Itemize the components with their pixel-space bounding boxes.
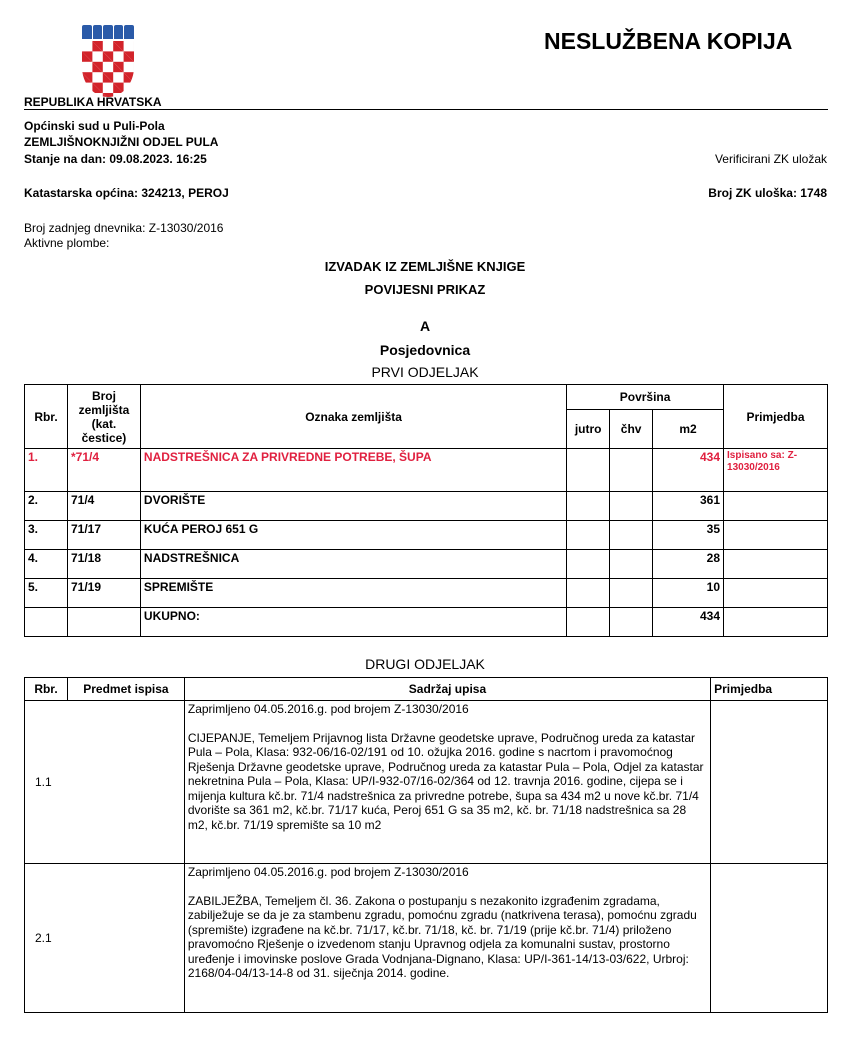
total-m2: 434 bbox=[653, 608, 724, 637]
section-letter: A bbox=[419, 318, 431, 334]
col-jutro: jutro bbox=[567, 410, 610, 449]
last-diary: Broj zadnjeg dnevnika: Z-13030/2016 bbox=[24, 221, 224, 235]
part1-title: PRVI ODJELJAK bbox=[371, 364, 479, 380]
entry-rbr: 1.1 bbox=[25, 701, 185, 864]
row-rbr: 3. bbox=[25, 521, 68, 550]
col-rbr: Rbr. bbox=[25, 678, 68, 701]
verified-label: Verificirani ZK uložak bbox=[714, 152, 827, 166]
col-area: Površina bbox=[567, 385, 724, 410]
coat-of-arms-icon bbox=[82, 25, 134, 97]
entry-received: Zaprimljeno 04.05.2016.g. pod brojem Z-13030/2016 bbox=[187, 702, 469, 716]
row-m2: 28 bbox=[653, 550, 724, 579]
parcels-table bbox=[24, 384, 828, 637]
entry-text: CIJEPANJE, Temeljem Prijavnog lista Državne geodetske uprave, Područnog ureda za katastar Pula – Pola, Klasa: 932-06/16-02/191 od 10. ožujka 2016. godine s nacrtom i pravomoćnog Rješenja Državne geodetske uprave, Područnog ureda za katastar Pula – Pola, Odjel za katastar nekretnina Pula – Pola, Klasa: UP/I-932-07/16-02/364 od 12. travnja 2016. godine, cijepa se i mijenja kultura kč.br. 71/4 nadstrešnica za privredne potrebe, šupa sa 434 m2 u nove kč.br. 71/4 dvorište sa 361 m2, kč.br. 71/17 kuća, Peroj 651 G sa 35 m2, kč. br. 71/18 nadstrešnica sa 28 m2, kč.br. 71/19 spremište sa 10 m2 bbox=[187, 730, 704, 832]
document-subtitle: POVIJESNI PRIKAZ bbox=[364, 282, 486, 297]
col-content: Sadržaj upisa bbox=[184, 678, 710, 701]
row-designation: NADSTREŠNICA bbox=[140, 550, 566, 579]
header-divider bbox=[24, 109, 828, 110]
row-m2: 10 bbox=[653, 579, 724, 608]
entry-rbr: 2.1 bbox=[25, 864, 185, 1013]
row-parcel: 71/18 bbox=[67, 550, 140, 579]
part2-title: DRUGI ODJELJAK bbox=[365, 656, 485, 672]
col-land-designation: Oznaka zemljišta bbox=[140, 385, 566, 449]
cadastral-municipality: Katastarska općina: 324213, PEROJ bbox=[24, 186, 229, 200]
col-m2: m2 bbox=[653, 410, 724, 449]
row-rbr: 2. bbox=[25, 492, 68, 521]
col-parcel-number: Broj zemljišta (kat. čestice) bbox=[67, 385, 140, 449]
entries-table bbox=[24, 677, 828, 1013]
row-designation: SPREMIŠTE bbox=[140, 579, 566, 608]
unofficial-copy-stamp: NESLUŽBENA KOPIJA bbox=[544, 28, 793, 54]
zk-number: Broj ZK uloška: 1748 bbox=[708, 186, 827, 200]
row-parcel: 71/17 bbox=[67, 521, 140, 550]
row-m2: 434 bbox=[653, 449, 724, 492]
table-row bbox=[25, 701, 828, 864]
row-parcel: *71/4 bbox=[67, 449, 140, 492]
table-total-row bbox=[25, 608, 828, 637]
table-row bbox=[25, 579, 828, 608]
col-remark: Primjedba bbox=[724, 385, 828, 449]
row-m2: 35 bbox=[653, 521, 724, 550]
row-rbr: 4. bbox=[25, 550, 68, 579]
table-row bbox=[25, 864, 828, 1013]
row-parcel: 71/19 bbox=[67, 579, 140, 608]
table-row bbox=[25, 492, 828, 521]
col-remark: Primjedba bbox=[711, 678, 828, 701]
row-designation: NADSTREŠNICA ZA PRIVREDNE POTREBE, ŠUPA bbox=[140, 449, 566, 492]
court-name: Općinski sud u Puli-Pola bbox=[24, 119, 165, 133]
table-row bbox=[25, 449, 828, 492]
entry-content bbox=[184, 701, 710, 864]
section-name: Posjedovnica bbox=[379, 342, 471, 358]
col-subject: Predmet ispisa bbox=[67, 678, 184, 701]
entry-text: ZABILJEŽBA, Temeljem čl. 36. Zakona o postupanju s nezakonito izgrađenim zgradama, zabilježuje se da je za stambenu zgradu, pomoćnu zgradu (natkrivena terasa), pomoćnu zgradu (spremište) izgrađene na kč.br. 71/17, kč.br. 71/18, kč. br. 71/19 (prije kč.br. 71/4) priloženo pravomoćno Rješenje o izvedenom stanju Upravnog odjela za komunalni sustav, prostorno uređenje i imovinske poslove Grada Vodnjana-Dignano, Klasa: UP/I-361-14/13-03/622, Urbroj: 2168/04-04/13-14-8 od 31. siječnja 2014. godine. bbox=[187, 893, 697, 980]
row-rbr: 1. bbox=[25, 449, 68, 492]
col-chv: čhv bbox=[610, 410, 653, 449]
active-seals: Aktivne plombe: bbox=[24, 236, 110, 250]
table-row bbox=[25, 521, 828, 550]
row-remark: Ispisano sa: Z-13030/2016 bbox=[724, 449, 828, 492]
total-label: UKUPNO: bbox=[140, 608, 566, 637]
status-date: Stanje na dan: 09.08.2023. 16:25 bbox=[24, 152, 207, 166]
country-name: REPUBLIKA HRVATSKA bbox=[24, 95, 162, 109]
row-designation: DVORIŠTE bbox=[140, 492, 566, 521]
entry-received: Zaprimljeno 04.05.2016.g. pod brojem Z-13030/2016 bbox=[187, 865, 469, 879]
row-rbr: 5. bbox=[25, 579, 68, 608]
document-title: IZVADAK IZ ZEMLJIŠNE KNJIGE bbox=[324, 259, 526, 274]
row-designation: KUĆA PEROJ 651 G bbox=[140, 521, 566, 550]
table-row bbox=[25, 550, 828, 579]
col-rbr: Rbr. bbox=[25, 385, 68, 449]
row-parcel: 71/4 bbox=[67, 492, 140, 521]
row-m2: 361 bbox=[653, 492, 724, 521]
department-name: ZEMLJIŠNOKNJIŽNI ODJEL PULA bbox=[24, 135, 219, 149]
entry-content bbox=[184, 864, 710, 1013]
